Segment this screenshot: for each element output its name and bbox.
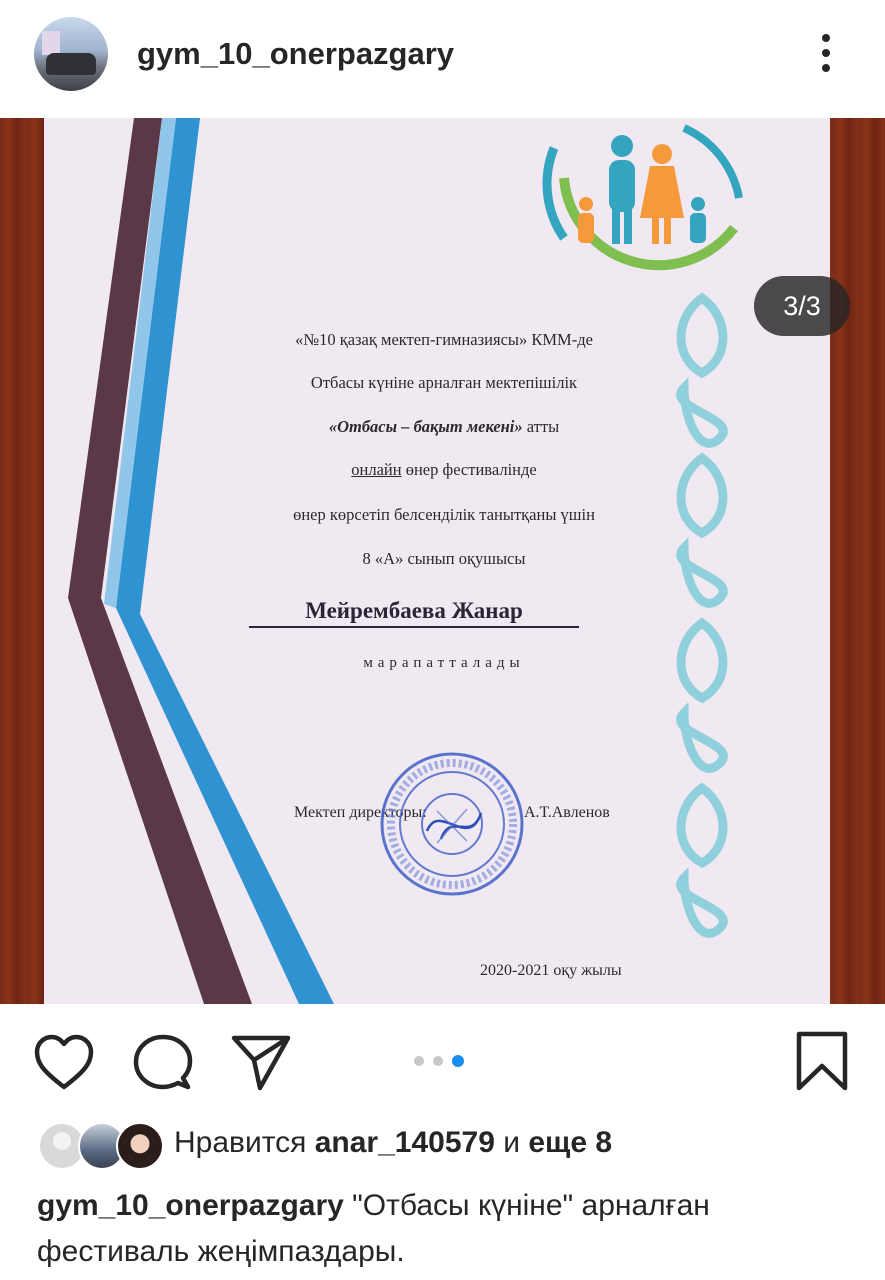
caption-text: "Отбасы күніне" арналған фестиваль жеңімпаздары. [37,1189,710,1268]
certificate-line-1: «№10 қазақ мектеп-гимназиясы» КММ-де [295,330,593,349]
carousel-indicator [414,1052,473,1064]
slide-counter-badge: 3/3 [754,276,850,336]
certificate-paper [44,118,830,1004]
certificate-director-name: А.Т.Авленов [524,804,610,821]
likes-row[interactable] [38,1120,858,1170]
certificate-line-3-rest: атты [522,417,560,436]
heart-icon[interactable] [33,1034,95,1092]
likes-prefix: Нравится [174,1126,315,1159]
certificate-online-word: онлайн [351,460,402,479]
certificate-festival-title: «Отбасы – бақыт мекені» [328,417,523,436]
certificate-recipient: Мейрембаева Жанар [249,598,579,628]
post-photo[interactable] [0,118,885,1004]
certificate-director-label: Мектеп директоры: [294,804,427,821]
caption-username[interactable]: gym_10_onerpazgary [37,1189,344,1222]
avatar-car-shape [46,53,96,75]
family-logo-icon [547,128,739,265]
certificate-line-2: Отбасы күніне арналған мектепішілік [310,373,578,392]
likes-text [174,1126,612,1160]
bookmark-icon[interactable] [795,1030,849,1092]
certificate-award: марапатталады [363,655,525,671]
certificate-line-3 [194,417,694,437]
more-vertical-icon[interactable] [812,34,840,78]
likes-others[interactable]: еще 8 [528,1126,613,1159]
likes-middle: и [494,1126,529,1159]
carousel-dot [433,1056,443,1066]
post-username[interactable]: gym_10_onerpazgary [137,36,455,71]
liker-avatar [116,1122,164,1170]
certificate-year: 2020-2021 оқу жылы [480,962,622,979]
post-header [0,0,885,112]
carousel-dot [414,1056,424,1066]
carousel-dot-active [452,1055,464,1067]
certificate-line-6: 8 «А» сынып оқушысы [362,549,526,568]
send-icon[interactable] [230,1032,292,1092]
profile-avatar[interactable] [34,17,108,91]
comment-icon[interactable] [133,1034,193,1092]
certificate-line-4 [194,460,694,480]
post-caption [37,1183,857,1275]
likes-user[interactable]: anar_140579 [314,1126,495,1159]
certificate-line-4-rest: өнер фестивалінде [401,460,537,479]
stamp-seal-icon [379,751,525,897]
certificate-line-5: өнер көрсетіп белсенділік танытқаны үшін [293,505,595,524]
liker-avatars [38,1120,158,1170]
ornament-pattern [681,298,724,933]
avatar-building-shape [42,31,60,55]
